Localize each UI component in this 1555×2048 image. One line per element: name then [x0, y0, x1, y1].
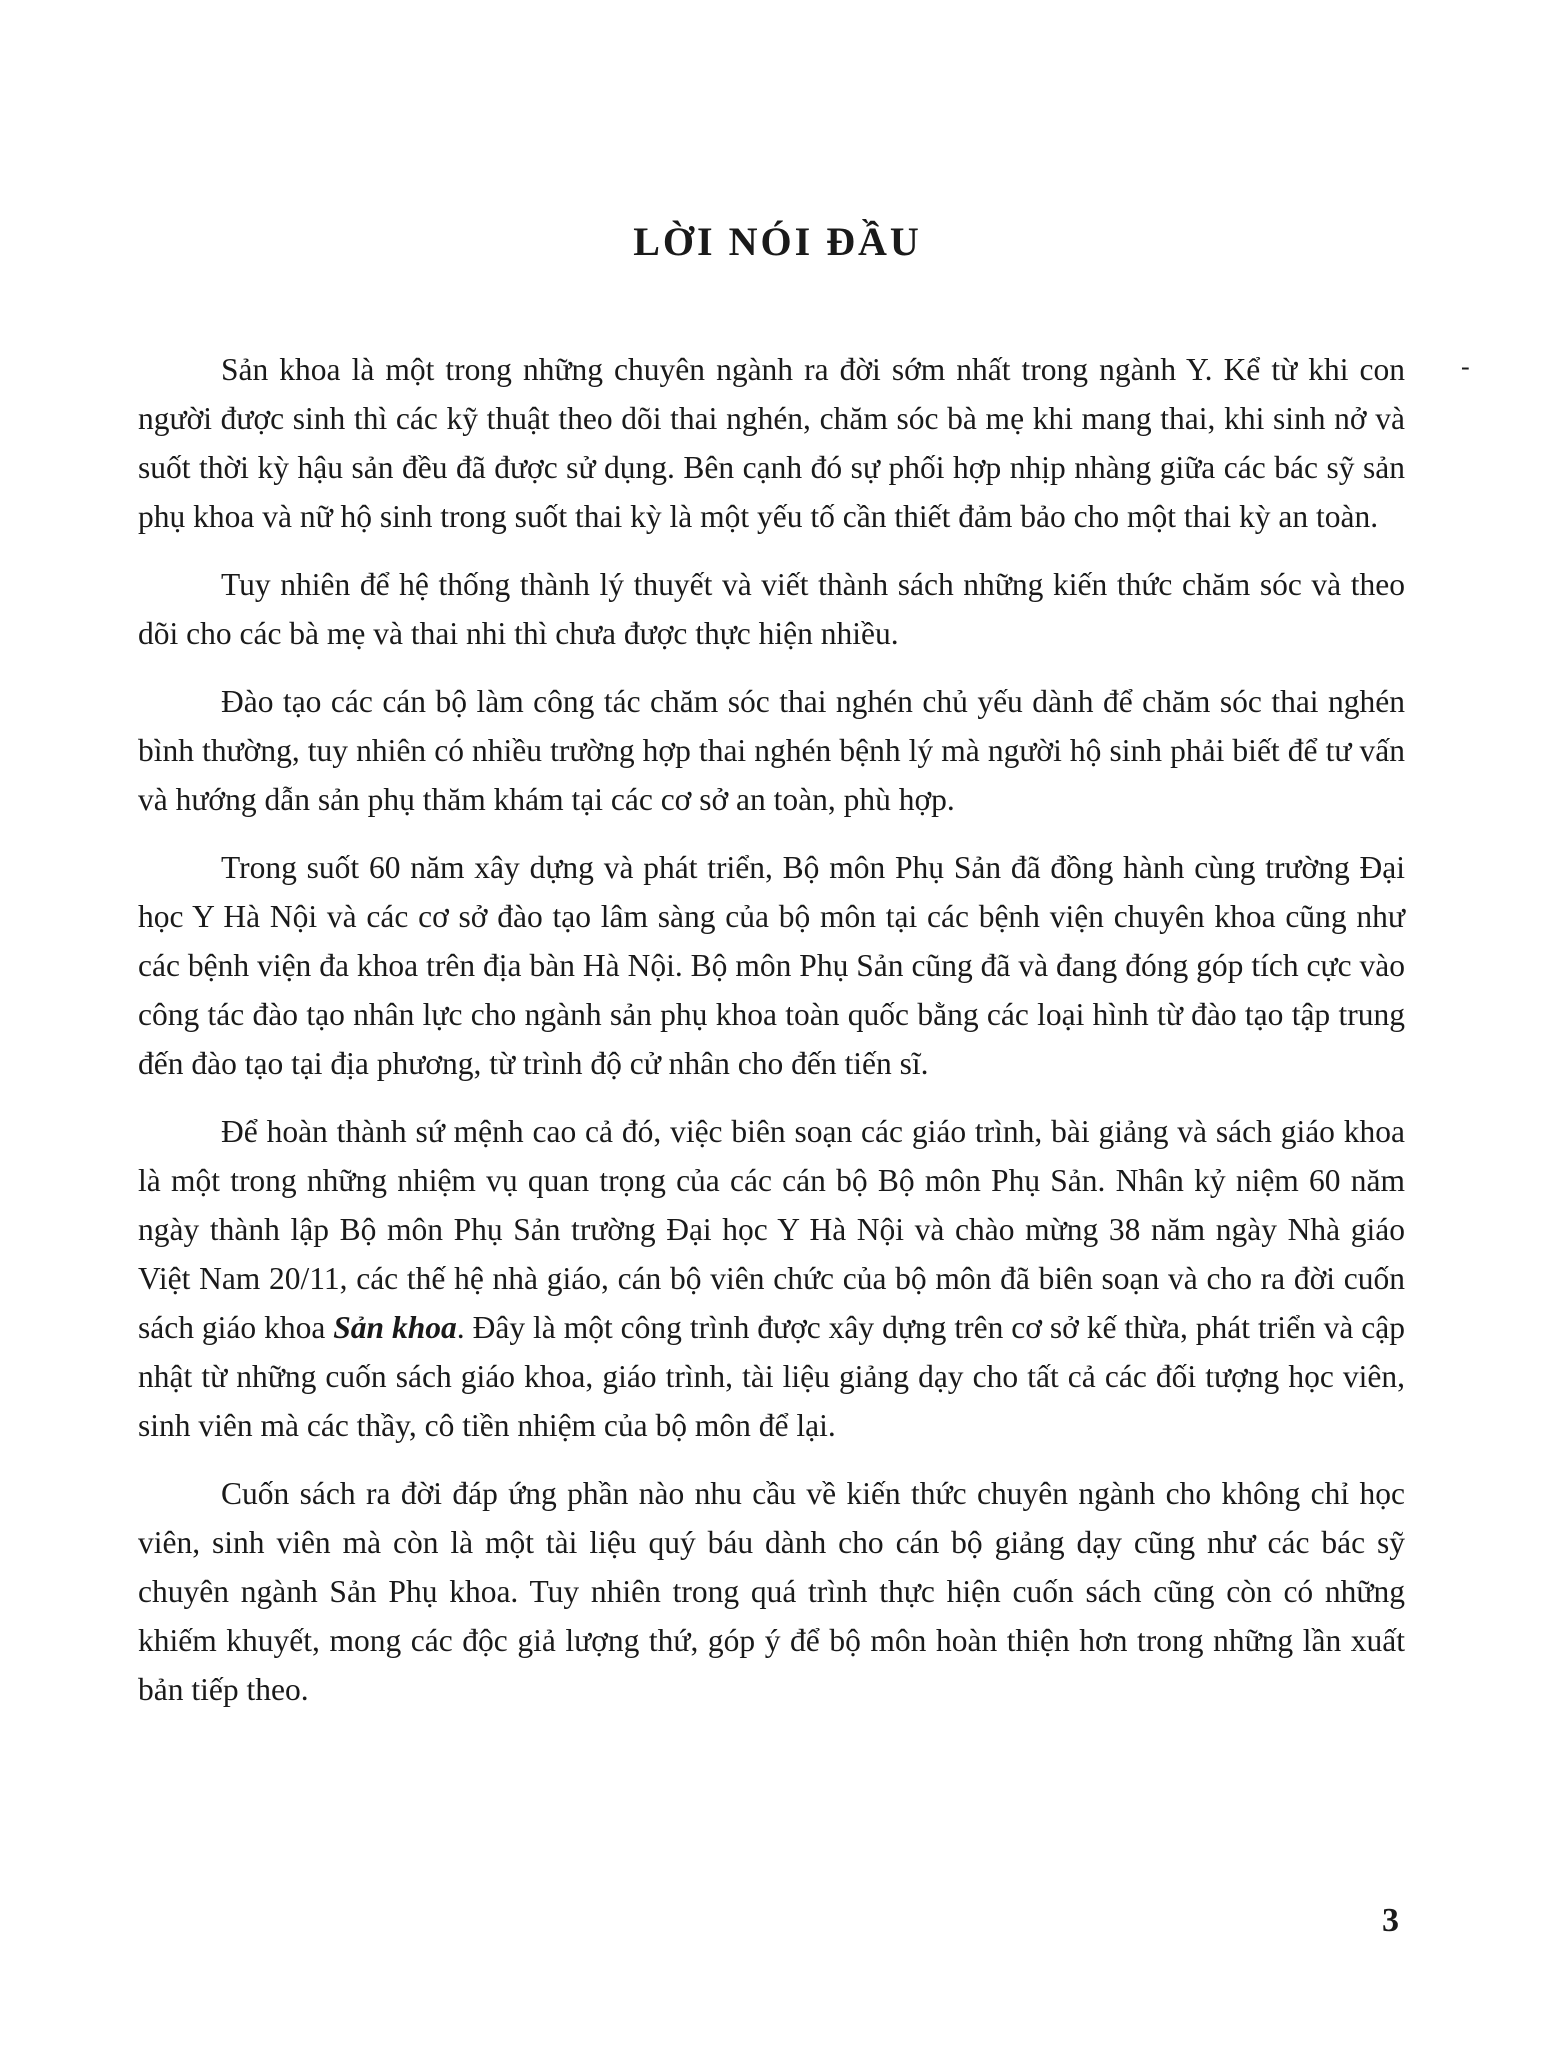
paragraph-3: Đào tạo các cán bộ làm công tác chăm sóc thai nghén chủ yếu dành để chăm sóc thai nghén bình thường, tuy nhiên có nhiều trường hợp thai nghén bệnh lý mà người hộ sinh phải biết để tư vấn và hướng dẫn sản phụ thăm khám tại các cơ sở an toàn, phù hợp.: [138, 684, 1405, 817]
paragraph-5-text-before: Để hoàn thành sứ mệnh cao cả đó, việc biên soạn các giáo trình, bài giảng và sách giáo khoa là một trong những nhiệm vụ quan trọng của các cán bộ Bộ môn Phụ Sản. Nhân kỷ niệm 60 năm ngày thành lập Bộ môn Phụ Sản trường Đại học Y Hà Nội và chào mừng 38 năm ngày Nhà giáo Việt Nam 20/11, các thế hệ nhà giáo, cán bộ viên chức của bộ môn đã biên soạn và cho ra đời cuốn sách giáo khoa: [138, 1114, 1405, 1345]
paragraph-6: Cuốn sách ra đời đáp ứng phần nào nhu cầu về kiến thức chuyên ngành cho không chỉ học viên, sinh viên mà còn là một tài liệu quý báu dành cho cán bộ giảng dạy cũng như các bác sỹ chuyên ngành Sản Phụ khoa. Tuy nhiên trong quá trình thực hiện cuốn sách cũng còn có những khiếm khuyết, mong các độc giả lượng thứ, góp ý để bộ môn hoàn thiện hơn trong những lần xuất bản tiếp theo.: [138, 1476, 1405, 1707]
paragraph-4: Trong suốt 60 năm xây dựng và phát triển, Bộ môn Phụ Sản đã đồng hành cùng trường Đại học Y Hà Nội và các cơ sở đào tạo lâm sàng của bộ môn tại các bệnh viện chuyên khoa cũng như các bệnh viện đa khoa trên địa bàn Hà Nội. Bộ môn Phụ Sản cũng đã và đang đóng góp tích cực vào công tác đào tạo nhân lực cho ngành sản phụ khoa toàn quốc bằng các loại hình từ đào tạo tập trung đến đào tạo tại địa phương, từ trình độ cử nhân cho đến tiến sĩ.: [138, 850, 1405, 1081]
book-title-emphasis: Sản khoa: [333, 1310, 457, 1345]
page-number: 3: [1382, 1902, 1399, 1939]
body-text: [138, 345, 1405, 1733]
paragraph-1: Sản khoa là một trong những chuyên ngành ra đời sớm nhất trong ngành Y. Kể từ khi con người được sinh thì các kỹ thuật theo dõi thai nghén, chăm sóc bà mẹ khi mang thai, khi sinh nở và suốt thời kỳ hậu sản đều đã được sử dụng. Bên cạnh đó sự phối hợp nhịp nhàng giữa các bác sỹ sản phụ khoa và nữ hộ sinh trong suốt thai kỳ là một yếu tố cần thiết đảm bảo cho một thai kỳ an toàn.: [138, 352, 1405, 534]
paragraph-5-text-after: . Đây là một công trình được xây dựng trên cơ sở kế thừa, phát triển và cập nhật từ những cuốn sách giáo khoa, giáo trình, tài liệu giảng dạy cho tất cả các đối tượng học viên, sinh viên mà các thầy, cô tiền nhiệm của bộ môn để lại.: [138, 1310, 1406, 1443]
page-title: LỜI NÓI ĐẦU: [633, 219, 922, 264]
paragraph-5: [138, 1107, 1405, 1450]
margin-mark: -: [1461, 352, 1470, 381]
paragraph-2: Tuy nhiên để hệ thống thành lý thuyết và viết thành sách những kiến thức chăm sóc và theo dõi cho các bà mẹ và thai nhi thì chưa được thực hiện nhiều.: [138, 567, 1405, 651]
